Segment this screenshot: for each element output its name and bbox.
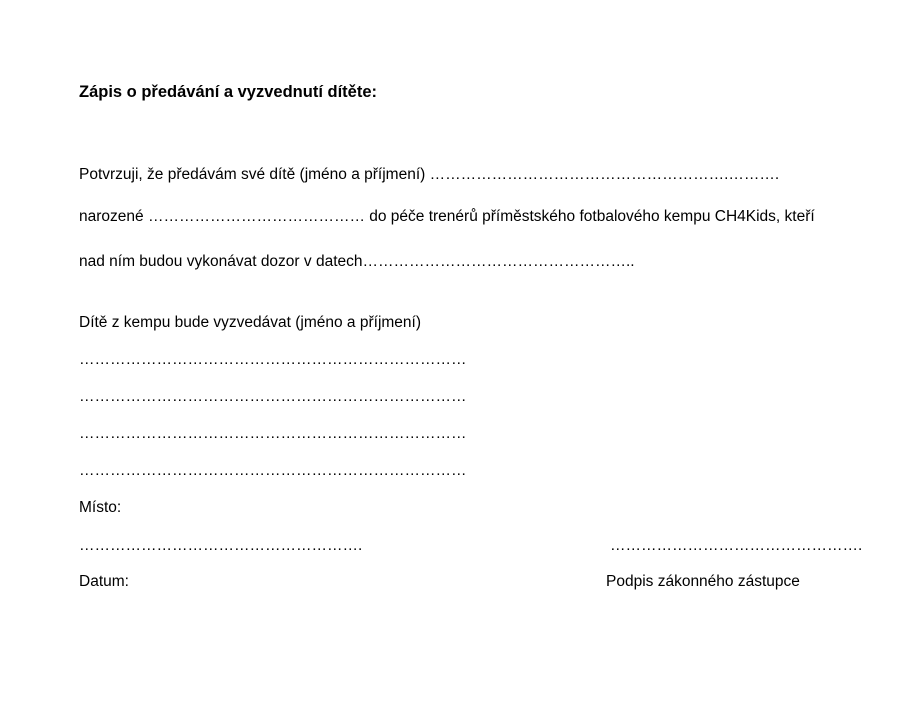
signature-blank: …………………………………………. xyxy=(610,537,863,554)
pickup-label: Dítě z kempu bude vyzvedávat (jméno a příjmení) xyxy=(79,314,422,331)
place-blank: ………………………………………………. xyxy=(79,537,363,554)
consent-line-2: narozené …………………………………… do péče trenérů příměstského fotbalového kempu CH4Kids, kteří xyxy=(79,208,815,225)
date-label: Datum: xyxy=(79,573,129,590)
consent-line-3: nad ním budou vykonávat dozor v datech…………………………………………….. xyxy=(79,253,635,270)
pickup-blank-line: ………………………………………………………………… xyxy=(79,351,467,368)
place-label: Místo: xyxy=(79,499,122,516)
pickup-blank-line: ………………………………………………………………… xyxy=(79,388,467,405)
signature-label: Podpis zákonného zástupce xyxy=(606,573,800,590)
consent-line-1: Potvrzuji, že předávám své dítě (jméno a příjmení) ………………………………………………….………. xyxy=(79,166,780,183)
pickup-blank-line: ………………………………………………………………… xyxy=(79,462,467,479)
document-title: Zápis o předávání a vyzvednutí dítěte: xyxy=(79,83,377,101)
pickup-blank-line: ………………………………………………………………… xyxy=(79,425,467,442)
